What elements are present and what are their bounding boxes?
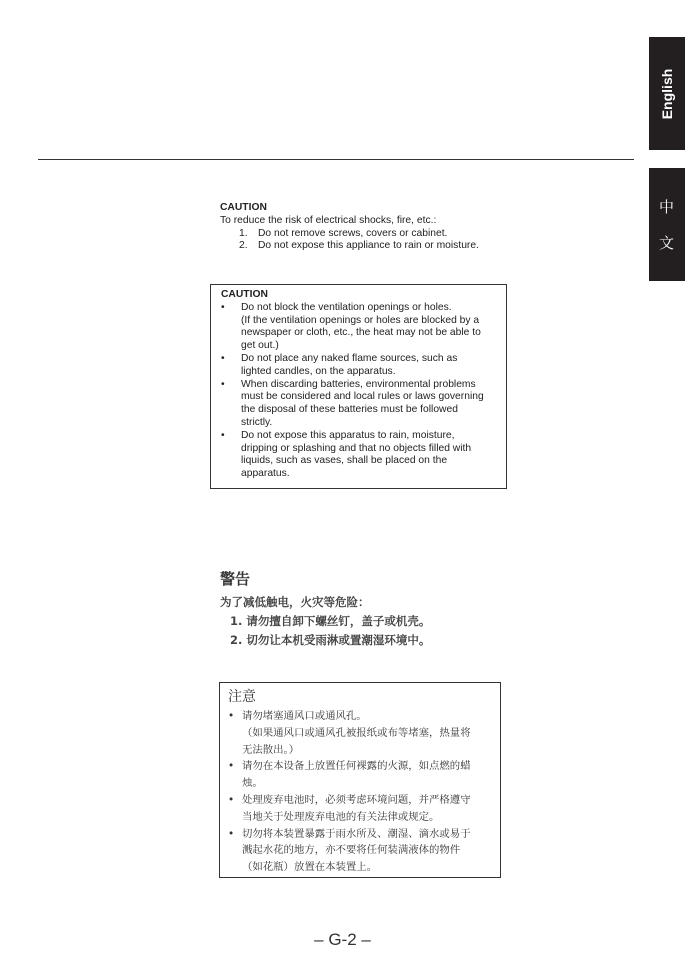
header-divider — [38, 159, 634, 160]
bullet-icon: • — [221, 378, 225, 390]
caution-zh-intro: 为了减低触电，火灾等危险： — [220, 595, 370, 609]
bullet-line: 烛。 — [242, 777, 263, 790]
bullet-item — [221, 379, 496, 430]
tab-chinese-label-1: 中 — [659, 198, 675, 216]
bullet-icon: • — [228, 710, 235, 722]
bullet-icon: • — [221, 429, 225, 441]
bullet-line: lighted candles, on the apparatus. — [241, 365, 396, 377]
bullet-line: 处理废弃电池时，必须考虑环境问题，并严格遵守 — [242, 793, 471, 806]
list-item: 2. 切勿让本机受雨淋或置潮湿环境中。 — [230, 633, 431, 647]
bullet-line: dripping or splashing and that no objects filled with — [241, 442, 472, 454]
bullet-line: the disposal of these batteries must be followed — [241, 404, 458, 416]
bullet-line: 请勿堵塞通风口或通风孔。 — [242, 710, 367, 722]
caution-en-intro: To reduce the risk of electrical shocks, fire, etc.: — [220, 214, 437, 226]
bullet-line: liquids, such as vases, shall be placed on the — [241, 455, 448, 467]
item-text: Do not remove screws, covers or cabinet. — [258, 227, 448, 239]
bullet-item — [228, 826, 492, 876]
bullet-line: 无法散出。） — [242, 743, 300, 756]
list-item: 1. 请勿擅自卸下螺丝钉，盖子或机壳。 — [230, 614, 431, 628]
caution-en-title: CAUTION — [220, 202, 267, 213]
tab-chinese-label-2: 文 — [659, 234, 675, 252]
list-item — [220, 228, 479, 241]
page-number: – G-2 – — [314, 930, 371, 949]
caution-zh — [220, 568, 430, 650]
bullet-item — [228, 708, 492, 758]
item-text: Do not expose this appliance to rain or moisture. — [258, 240, 479, 252]
item-number: 1. — [239, 227, 248, 239]
caution-zh-title: 警告 — [220, 570, 251, 588]
bullet-icon: • — [228, 793, 235, 806]
item-number: 2. — [239, 240, 248, 252]
bullet-line: Do not block the ventilation openings or holes. — [241, 301, 452, 313]
bullet-line: （如花瓶）放置在本装置上。 — [242, 861, 378, 874]
bullet-line: must be considered and local rules or laws governing — [241, 391, 484, 403]
tab-english[interactable] — [649, 37, 685, 150]
list-item — [220, 240, 479, 253]
caution-box-zh-title: 注意 — [228, 689, 256, 705]
bullet-icon: • — [228, 760, 235, 773]
bullet-line: get out.) — [241, 340, 279, 352]
bullet-item — [221, 430, 496, 481]
bullet-icon: • — [221, 301, 225, 313]
bullet-line: Do not place any naked flame sources, such as — [241, 352, 458, 364]
bullet-icon: • — [228, 827, 235, 840]
bullet-item — [228, 758, 492, 792]
bullet-line: 请勿在本设备上放置任何裸露的火源，如点燃的蜡 — [242, 760, 471, 773]
caution-box-en — [210, 284, 507, 489]
bullet-item — [228, 792, 492, 826]
bullet-line: Do not expose this apparatus to rain, moisture, — [241, 429, 455, 441]
bullet-line: (If the ventilation openings or holes are blocked by a — [241, 314, 480, 326]
bullet-line: When discarding batteries, environmental problems — [241, 378, 476, 390]
bullet-line: 切勿将本装置暴露于雨水所及、潮湿、滴水或易于 — [242, 827, 471, 840]
bullet-line: apparatus. — [241, 468, 290, 480]
caution-box-zh — [219, 682, 501, 878]
caution-box-en-title: CAUTION — [221, 289, 268, 300]
tab-chinese[interactable] — [649, 168, 685, 281]
bullet-item — [221, 302, 496, 353]
bullet-line: （如果通风口或通风孔被报纸或布等堵塞，热量将 — [242, 726, 471, 739]
bullet-line: 溅起水花的地方，亦不要将任何装满液体的物件 — [242, 844, 461, 857]
bullet-icon: • — [221, 352, 225, 364]
tab-english-label: English — [659, 68, 675, 119]
caution-en — [220, 202, 479, 253]
bullet-line: strictly. — [241, 416, 273, 428]
bullet-item — [221, 353, 496, 379]
bullet-line: 当地关于处理废弃电池的有关法律或规定。 — [242, 810, 440, 823]
bullet-line: newspaper or cloth, etc., the heat may not be able to — [241, 327, 481, 339]
